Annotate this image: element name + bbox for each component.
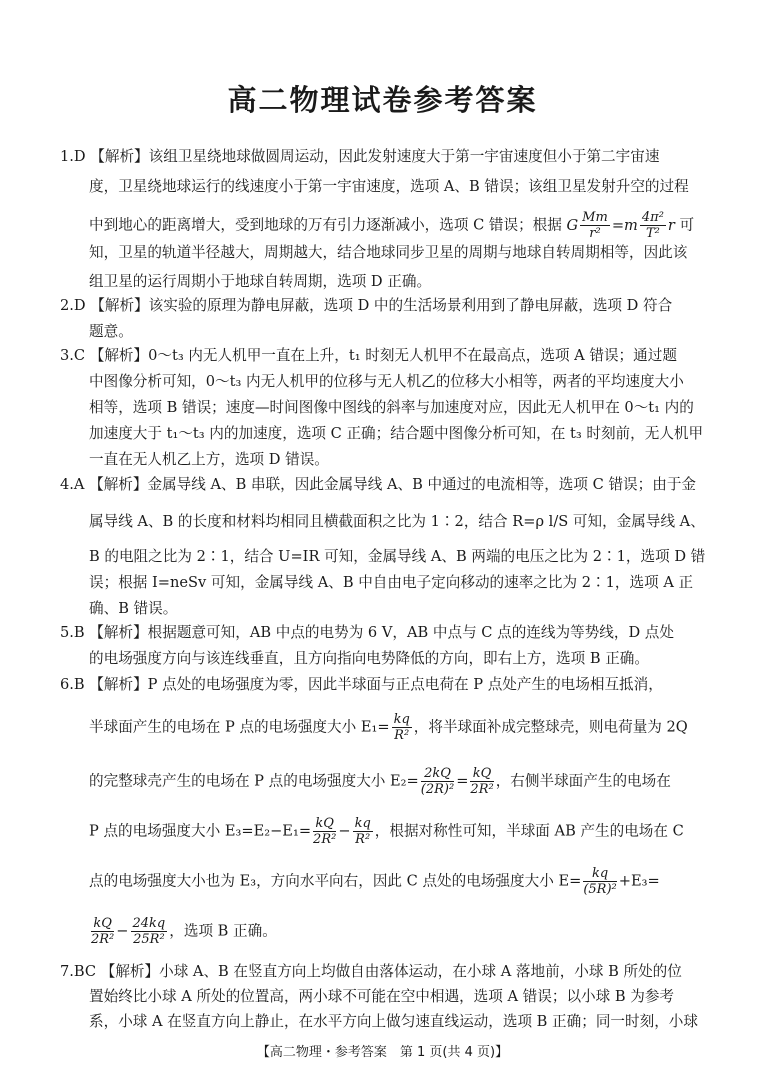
q6-line-5 <box>89 866 660 897</box>
q6-line-2-text-b: ，将半球面补成完整球壳，则电荷量为 2Q <box>413 718 688 736</box>
q2-line-1: 2.D 【解析】该实验的原理为静电屏蔽，选项 D 中的生活场景利用到了静电屏蔽，选项 D 符合 <box>60 297 673 314</box>
q6-frac-kq-5r: $\frac{kq}{\text{(5R)²}}$ <box>583 866 617 897</box>
q6-line-2 <box>89 712 688 743</box>
q6-line-4-text-a: P 点的电场强度大小 E₃=E₂−E₁= <box>89 822 312 840</box>
q6-line-5-text-b: +E₃= <box>618 872 660 890</box>
q6-frac-e3-a: $\frac{kQ}{\text{2R²}}$ <box>313 816 337 847</box>
q5-line-1: 5.B 【解析】根据题意可知，AB 中点的电势为 6 V，AB 中点与 C 点的连线为等势线，D 点处 <box>60 624 674 641</box>
q4-line-3: B 的电阻之比为 2∶1，结合 U=IR 可知，金属导线 A、B 两端的电压之比为 2∶1，选项 D 错 <box>89 548 706 565</box>
q6-line-4: P 点的电场强度大小 E₃=E₂−E₁= $\frac{kQ}{\text{2R²}}$ − $\frac{kq}{\text{R²}}$ ，根据对称性可知，半球面 AB 产生的电场在 C <box>89 816 684 847</box>
page-title: 高二物理试卷参考答案 <box>227 83 538 117</box>
q1-line-3: 中到地心的距离增大，受到地球的万有引力逐渐减小，选项 C 错误；根据 G $\frac{Mm}{\text{r²}}$ =m $\frac{\text{4π²}}{\text{T²}}$ r 可 <box>89 210 695 241</box>
q1-line-1: 1.D 【解析】该组卫星绕地球做圆周运动，因此发射速度大于第一宇宙速度但小于第二宇宙速 <box>60 148 660 165</box>
q6-frac-result-b: $\frac{24kq}{\text{25R²}}$ <box>132 916 166 947</box>
q3-line-2: 中图像分析可知，0～t₃ 内无人机甲的位移与无人机乙的位移大小相等，两者的平均速度大小 <box>89 373 684 390</box>
q6-frac-e3-b: $\frac{kq}{\text{R²}}$ <box>354 816 371 847</box>
q5-line-2: 的电场强度方向与该连线垂直，且方向指向电势降低的方向，即右上方，选项 B 正确。 <box>89 650 649 667</box>
q6-line-6: $\frac{kQ}{\text{2R²}}$ − $\frac{24kq}{\text{25R²}}$ ，选项 B 正确。 <box>91 916 277 947</box>
q6-line-2-text-a: 半球面产生的电场在 P 点的电场强度大小 E₁= <box>89 718 390 736</box>
q6-frac-result-a: $\frac{kQ}{\text{2R²}}$ <box>91 916 115 947</box>
q1-line-3-text: 中到地心的距离增大，受到地球的万有引力逐渐减小，选项 C 错误；根据 <box>89 216 562 234</box>
q3-line-4: 加速度大于 t₁～t₃ 内的加速度，选项 C 正确；结合题中图像分析可知，在 t₃ 时刻前，无人机甲 <box>89 425 704 442</box>
q6-line-1: 6.B 【解析】P 点处的电场强度为零，因此半球面与正点电荷在 P 点处产生的电场相互抵消， <box>60 676 663 693</box>
q6-frac-2kq: $\frac{2kQ}{\text{(2R)²}}$ <box>420 766 455 797</box>
q6-line-3-text-b: ，右侧半球面产生的电场在 <box>495 772 671 790</box>
q7-line-2: 置始终比小球 A 所处的位置高，两小球不可能在空中相遇，选项 A 错误；以小球 B 为参考 <box>89 988 675 1005</box>
q2-line-2: 题意。 <box>89 323 133 340</box>
q3-line-5: 一直在无人机乙上方，选项 D 错误。 <box>89 451 329 468</box>
q1-line-5: 组卫星的运行周期小于地球自转周期，选项 D 正确。 <box>89 273 432 290</box>
q7-line-1: 7.BC 【解析】小球 A、B 在竖直方向上均做自由落体运动，在小球 A 落地前，小球 B 所处的位 <box>60 963 682 980</box>
q3-line-3: 相等，选项 B 错误；速度—时间图像中图线的斜率与加速度对应，因此无人机甲在 0～t₁ 内的 <box>89 399 694 416</box>
q6-line-3: 的完整球壳产生的电场在 P 点的电场强度大小 E₂= $\frac{2kQ}{\text{(2R)²}}$ = $\frac{kQ}{\text{2R²}}$ ，右侧半球面产生的电场在 <box>89 766 671 797</box>
q6-line-3-text-a: 的完整球壳产生的电场在 P 点的电场强度大小 E₂= <box>89 772 419 790</box>
q1-line-4: 知，卫星的轨道半径越大，周期越大，结合地球同步卫星的周期与地球自转周期相等，因此该 <box>89 244 688 261</box>
q6-line-6-text: ，选项 B 正确。 <box>169 922 277 940</box>
q6-frac-kq-2r2: $\frac{kQ}{\text{2R²}}$ <box>470 766 494 797</box>
q4-line-1: 4.A 【解析】金属导线 A、B 串联，因此金属导线 A、B 中通过的电流相等，选项 C 错误；由于金 <box>60 476 697 493</box>
page-footer: 【高二物理・参考答案 第 1 页(共 4 页)】 <box>256 1045 509 1060</box>
q3-line-1: 3.C 【解析】0～t₃ 内无人机甲一直在上升，t₁ 时刻无人机甲不在最高点，选项 A 错误；通过题 <box>60 347 677 364</box>
q6-line-4-text-b: ，根据对称性可知，半球面 AB 产生的电场在 C <box>374 822 684 840</box>
q4-line-2: 属导线 A、B 的长度和材料均相同且横截面积之比为 1∶2，结合 R=ρ l/S 可知，金属导线 A、 <box>89 513 705 530</box>
q7-line-3: 系，小球 A 在竖直方向上静止，在水平方向上做匀速直线运动，选项 B 正确；同一时刻，小球 <box>89 1013 698 1030</box>
q1-line-2: 度，卫星绕地球运行的线速度小于第一宇宙速度，选项 A、B 错误；该组卫星发射升空的过程 <box>89 178 689 195</box>
q6-line-5-text-a: 点的电场强度大小也为 E₃，方向水平向右，因此 C 点处的电场强度大小 E= <box>89 872 582 890</box>
q4-line-4: 误；根据 I=neSv 可知，金属导线 A、B 中自由电子定向移动的速率之比为 2∶1，选项 A 正 <box>89 574 694 591</box>
q6-frac-kq-r2: $\frac{kq}{\text{R²}}$ <box>393 712 410 743</box>
q1-formula: G $\frac{Mm}{\text{r²}}$ =m $\frac{\text{4π²}}{\text{T²}}$ r <box>566 210 675 241</box>
q4-line-5: 确、B 错误。 <box>89 600 178 617</box>
